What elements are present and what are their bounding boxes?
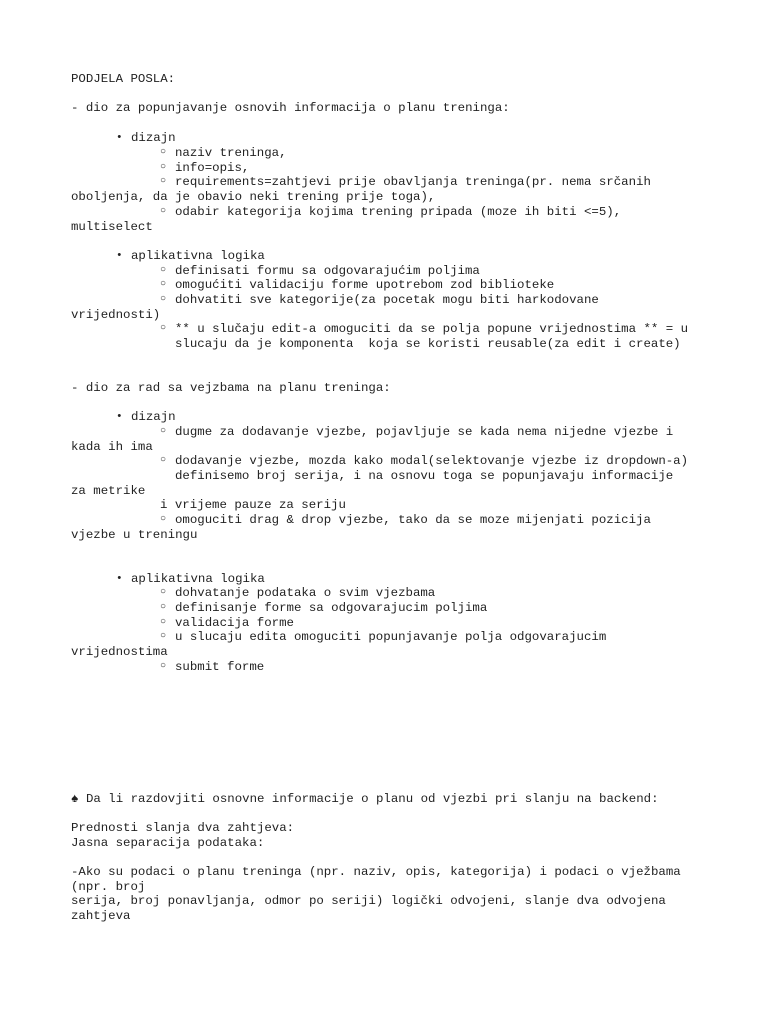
spade-icon: ♠	[71, 792, 79, 806]
circle-bullet-icon: ○	[160, 162, 167, 173]
list-item-continuation: obolјenja, da je obavio neki trening prije toga),	[71, 190, 436, 204]
circle-bullet-icon: ○	[160, 455, 167, 466]
list-item-continuation: slucaju da je komponenta koja se koristi reusable(za edit i create)	[175, 337, 681, 351]
bullet-icon: •	[116, 411, 123, 423]
bullet-icon: •	[116, 573, 123, 585]
circle-bullet-icon: ○	[160, 631, 167, 642]
circle-bullet-icon: ○	[160, 587, 167, 598]
list-item: submit forme	[175, 660, 265, 674]
section1-dizajn-label: dizajn	[131, 131, 176, 145]
section2-logika-label: aplikativna logika	[131, 572, 265, 586]
bullet-icon: •	[116, 250, 123, 262]
bullet-icon: •	[116, 132, 123, 144]
list-item: u slucaju edita omoguciti popunjavanje polja odgovarajucim	[175, 630, 607, 644]
list-item-continuation: vrijednosti)	[71, 308, 161, 322]
circle-bullet-icon: ○	[160, 265, 167, 276]
paragraph-line: serija, broj ponavljanja, odmor po seriji) logički odvojeni, slanje dva odvojena	[71, 894, 666, 908]
circle-bullet-icon: ○	[160, 514, 167, 525]
circle-bullet-icon: ○	[160, 323, 167, 334]
prednosti-subheading: Jasna separacija podataka:	[71, 836, 265, 850]
section1-heading: - dio za popunjavanje osnovih informacija o planu treninga:	[71, 101, 510, 115]
prednosti-heading: Prednosti slanja dva zahtjeva:	[71, 821, 295, 835]
list-item: definisanje forme sa odgovarajucim poljima	[175, 601, 488, 615]
circle-bullet-icon: ○	[160, 294, 167, 305]
circle-bullet-icon: ○	[160, 617, 167, 628]
paragraph-line: zahtjeva	[71, 909, 131, 923]
list-item: odabir kategorija kojima trening pripada (moze ih biti <=5),	[175, 205, 622, 219]
list-item-continuation: vrijednostima	[71, 645, 168, 659]
circle-bullet-icon: ○	[160, 176, 167, 187]
circle-bullet-icon: ○	[160, 426, 167, 437]
list-item: omogućiti validaciju forme upotrebom zod biblioteke	[175, 278, 555, 292]
list-item-continuation: multiselect	[71, 220, 153, 234]
section1-logika-label: aplikativna logika	[131, 249, 265, 263]
circle-bullet-icon: ○	[160, 602, 167, 613]
section2-heading: - dio za rad sa vejzbama na planu treninga:	[71, 381, 391, 395]
list-item: ** u slučaju edit-a omoguciti da se polja popune vrijednostima ** = u	[175, 322, 689, 336]
circle-bullet-icon: ○	[160, 279, 167, 290]
list-item-continuation: za metrike	[71, 484, 146, 498]
list-item: dohvatanje podataka o svim vjezbama	[175, 586, 436, 600]
list-item: validacija forme	[175, 616, 294, 630]
question-text: Da li razdovjiti osnovne informacije o planu od vjezbi pri slanju na backend:	[86, 792, 659, 806]
paragraph-line: (npr. broj	[71, 880, 146, 894]
list-item-continuation: kada ih ima	[71, 440, 153, 454]
circle-bullet-icon: ○	[160, 147, 167, 158]
list-item: naziv treninga,	[175, 146, 287, 160]
circle-bullet-icon: ○	[160, 661, 167, 672]
circle-bullet-icon: ○	[160, 206, 167, 217]
list-item-continuation: definisemo broj serija, i na osnovu toga se popunjavaju informacije	[175, 469, 674, 483]
list-item: dodavanje vjezbe, mozda kako modal(selektovanje vjezbe iz dropdown-a)	[175, 454, 689, 468]
list-item: requirements=zahtjevi prije obavljanja treninga(pr. nema srčanih	[175, 175, 651, 189]
list-item: dohvatiti sve kategorije(za pocetak mogu biti harkodovane	[175, 293, 599, 307]
list-item: dugme za dodavanje vjezbe, pojavljuje se kada nema nijedne vjezbe i	[175, 425, 674, 439]
list-item: omoguciti drag & drop vjezbe, tako da se moze mijenjati pozicija	[175, 513, 651, 527]
list-item: definisati formu sa odgovarajućim poljima	[175, 264, 480, 278]
paragraph-line: -Ako su podaci o planu treninga (npr. naziv, opis, kategorija) i podaci o vježbama	[71, 865, 681, 879]
document-title: PODJELA POSLA:	[71, 72, 176, 86]
list-item: info=opis,	[175, 161, 250, 175]
list-item-continuation: vjezbe u treningu	[71, 528, 198, 542]
list-item-continuation: i vrijeme pauze za seriju	[160, 498, 346, 512]
section2-dizajn-label: dizajn	[131, 410, 176, 424]
